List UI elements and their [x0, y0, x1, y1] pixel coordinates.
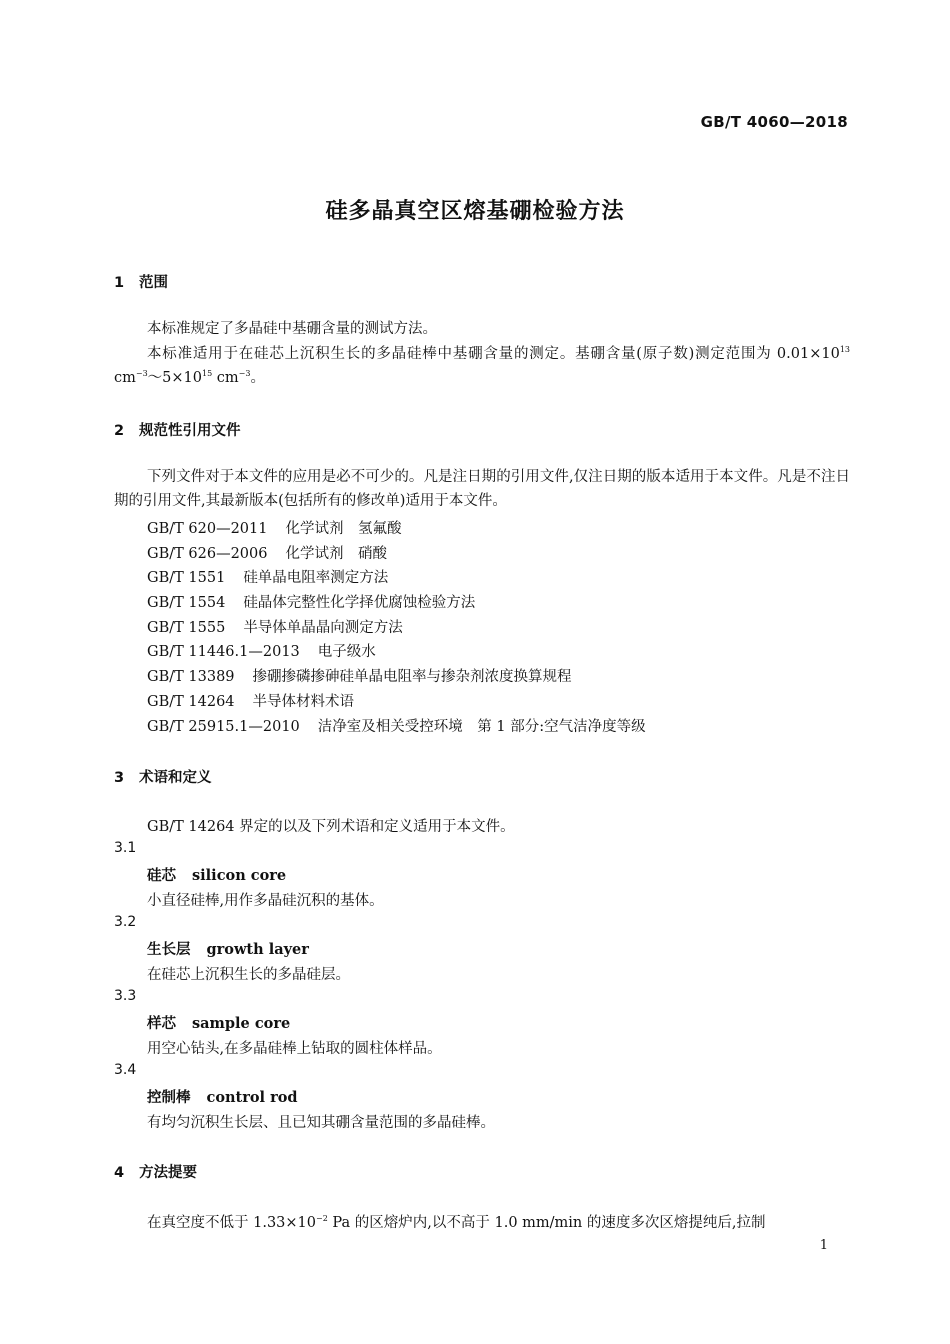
section-number: 3 [114, 770, 125, 786]
term-definition: 在硅芯上沉积生长的多晶硅层。 [147, 967, 350, 983]
section-title: 方法提要 [139, 1165, 197, 1181]
page-number: 1 [819, 1238, 828, 1253]
term-number: 3.1 [114, 840, 137, 856]
term-number: 3.2 [114, 914, 137, 930]
term-entry: 生长层 growth layer [147, 941, 309, 958]
reference-item: GB/T 25915.1—2010 洁净室及相关受控环境 第 1 部分:空气洁净度等级 [147, 719, 646, 735]
reference-item: GB/T 1551 硅单晶电阻率测定方法 [147, 570, 389, 586]
term-definition: 用空心钻头,在多晶硅棒上钻取的圆柱体样品。 [147, 1041, 442, 1057]
normative-references-intro: 下列文件对于本文件的应用是必不可少的。凡是注日期的引用文件,仅注日期的版本适用于本文件。凡是不注日期的引用文件,其最新版本(包括所有的修改单)适用于本文件。 [114, 469, 850, 509]
term-entry: 控制棒 control rod [147, 1089, 298, 1106]
standard-code: GB/T 4060—2018 [700, 113, 848, 131]
scope-paragraph-2: 本标准适用于在硅芯上沉积生长的多晶硅棒中基硼含量的测定。基硼含量(原子数)测定范围为 $0.01\times 10^{13}$ $cm^{-3}\sim 5\times 10^{15}$ $cm^{-3}$。 [114, 345, 850, 386]
section-title: 规范性引用文件 [139, 423, 241, 439]
term-definition: 有均匀沉积生长层、且已知其硼含量范围的多晶硅棒。 [147, 1115, 495, 1131]
term-entry: 硅芯 silicon core [147, 867, 287, 884]
section-title: 范围 [139, 275, 168, 291]
term-entry: 样芯 sample core [147, 1015, 291, 1032]
reference-item: GB/T 1555 半导体单晶晶向测定方法 [147, 620, 403, 636]
section-number: 2 [114, 423, 125, 439]
section-number: 1 [114, 275, 125, 291]
reference-item: GB/T 626—2006 化学试剂 硝酸 [147, 546, 387, 562]
term-definition: 小直径硅棒,用作多晶硅沉积的基体。 [147, 893, 384, 909]
terms-intro: GB/T 14264 界定的以及下列术语和定义适用于本文件。 [147, 819, 515, 835]
term-number: 3.4 [114, 1062, 137, 1078]
reference-item: GB/T 620—2011 化学试剂 氢氟酸 [147, 521, 402, 537]
reference-item: GB/T 11446.1—2013 电子级水 [147, 644, 376, 660]
section-1-heading [114, 271, 168, 292]
section-2-heading [114, 419, 241, 440]
reference-item: GB/T 14264 半导体材料术语 [147, 694, 355, 710]
reference-item: GB/T 13389 掺硼掺磷掺砷硅单晶电阻率与掺杂剂浓度换算规程 [147, 669, 572, 685]
reference-item: GB/T 1554 硅晶体完整性化学择优腐蚀检验方法 [147, 595, 476, 611]
section-title: 术语和定义 [139, 770, 212, 786]
document-title: 硅多晶真空区熔基硼检验方法 [325, 199, 625, 224]
term-number: 3.3 [114, 988, 137, 1004]
section-4-heading [114, 1161, 197, 1182]
scope-paragraph-1: 本标准规定了多晶硅中基硼含量的测试方法。 [147, 321, 437, 337]
method-summary-paragraph: 在真空度不低于 $1.33\times 10^{-2}$ Pa 的区熔炉内,以不高于 1.0 mm/min 的速度多次区熔提纯后,拉制 [147, 1214, 766, 1231]
section-number: 4 [114, 1165, 125, 1181]
section-3-heading [114, 766, 212, 787]
